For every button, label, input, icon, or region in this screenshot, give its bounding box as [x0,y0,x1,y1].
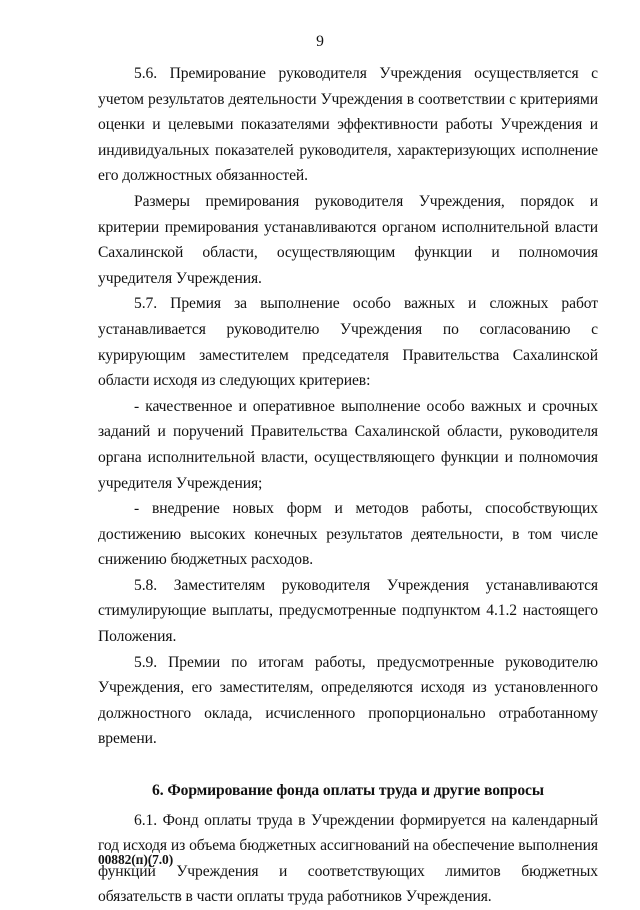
section-heading: 6. Формирование фонда оплаты труда и другие вопросы [152,782,544,800]
paragraph-6-1: 6.1. Фонд оплаты труда в Учреждении формируется на календарный год исходя из объема бюджетных ассигнований на обеспечение выполнения функций Учреждения и соответствующих лимитов бюджетных обязательств в части оплаты труда работников Учреждения. [98,811,598,906]
criteria-item-2: - внедрение новых форм и методов работы, способствующих достижению высоких конечных результатов деятельности, в том числе снижению бюджетных расходов. [98,500,598,569]
paragraph-5-9: 5.9. Премии по итогам работы, предусмотренные руководителю Учреждения, его заместителям, определяются исходя из установленного должностного оклада, исчисленного пропорционально отработанному времени. [98,653,598,748]
document-body [98,61,598,910]
paragraph-5-6: 5.6. Премирование руководителя Учреждения осуществляется с учетом результатов деятельности Учреждения в соответствии с критериями оценки и целевыми показателями эффективности работы Учреждения и индивидуальных показателей руководителя, характеризующих исполнение его должностных обязанностей. [98,65,598,185]
document-code: 00882(п)(7.0) [98,852,174,867]
paragraph-5-7: 5.7. Премия за выполнение особо важных и сложных работ устанавливается руководителю Учреждения по согласованию с курирующим заместителем председателя Правительства Сахалинской области исходя из следующих критериев: [98,295,598,390]
paragraph-5-8: 5.8. Заместителям руководителя Учреждения устанавливаются стимулирующие выплаты, предусмотренные подпунктом 4.1.2 настоящего Положения. [98,576,598,646]
paragraph-bonus-sizes: Размеры премирования руководителя Учреждения, порядок и критерии премирования устанавливаются органом исполнительной власти Сахалинской области, осуществляющим функции и полномочия учредителя Учреждения. [98,192,598,287]
criteria-item-1: - качественное и оперативное выполнение особо важных и срочных заданий и поручений Правительства Сахалинской области, руководителя органа исполнительной власти, осуществляющего функции и полномочия учредителя Учреждения; [98,397,598,492]
page-number: 9 [316,33,324,50]
